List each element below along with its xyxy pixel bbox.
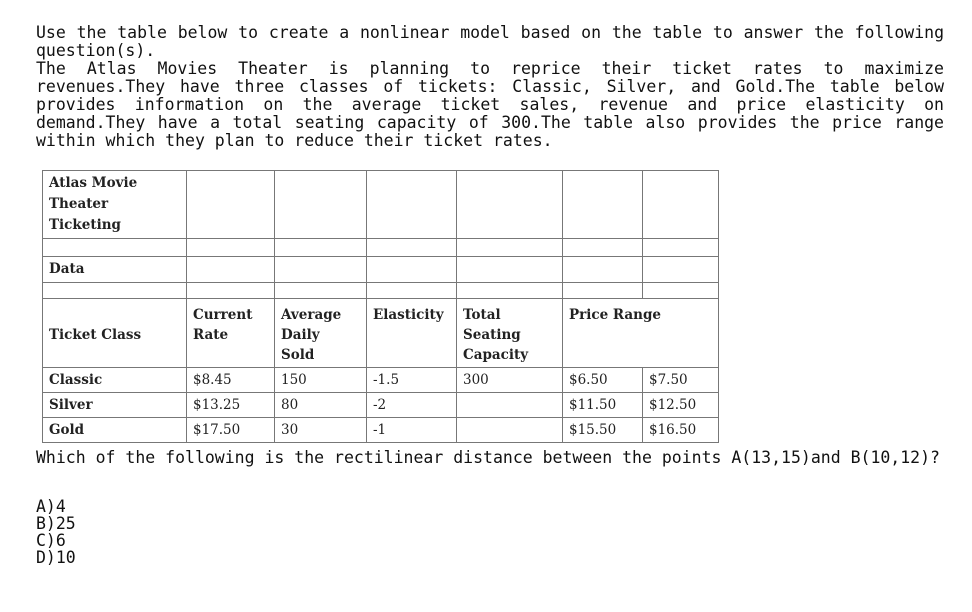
row-classic-sold: 150: [275, 368, 367, 393]
row-silver-low: $11.50: [563, 393, 643, 418]
table-spacer-row: [43, 283, 719, 299]
row-gold-sold: 30: [275, 418, 367, 443]
table-row: [43, 368, 719, 393]
row-classic-elasticity: -1.5: [367, 368, 457, 393]
row-gold-elasticity: -1: [367, 418, 457, 443]
row-classic-low: $6.50: [563, 368, 643, 393]
table-row: [43, 418, 719, 443]
row-classic-capacity: 300: [457, 368, 563, 393]
row-classic-rate: $8.45: [187, 368, 275, 393]
header-elasticity: Elasticity: [367, 299, 457, 368]
row-silver-high: $12.50: [643, 393, 719, 418]
row-silver-elasticity: -2: [367, 393, 457, 418]
row-classic-class: Classic: [43, 368, 187, 393]
row-silver-capacity: [457, 393, 563, 418]
intro-text: [36, 24, 944, 150]
table-row: [43, 393, 719, 418]
header-total-seating: Total Seating Capacity: [457, 299, 563, 368]
table-data-label-row: [43, 257, 719, 283]
header-ticket-class: Ticket Class: [43, 299, 187, 368]
data-label: Data: [43, 257, 187, 283]
row-silver-sold: 80: [275, 393, 367, 418]
option-b: B)25: [36, 514, 76, 533]
table-spacer-row: [43, 239, 719, 257]
row-silver-class: Silver: [43, 393, 187, 418]
intro-instruction: Use the table below to create a nonlinear model based on the table to answer the following question(s).: [36, 23, 944, 60]
header-price-range: Price Range: [563, 299, 719, 368]
row-classic-high: $7.50: [643, 368, 719, 393]
row-gold-capacity: [457, 418, 563, 443]
intro-scenario: The Atlas Movies Theater is planning to reprice their ticket rates to maximize revenues.They have three classes of tickets: Classic, Silver, and Gold.The table below provides information on the average ticket sales, revenue and price elasticity on demand.They have a total seating capacity of 300.The table also provides the price range within which they plan to reduce their ticket rates.: [36, 59, 944, 150]
row-gold-rate: $17.50: [187, 418, 275, 443]
row-gold-class: Gold: [43, 418, 187, 443]
header-average-daily-sold: Average Daily Sold: [275, 299, 367, 368]
table-title: Atlas Movie Theater Ticketing: [43, 171, 187, 239]
row-silver-rate: $13.25: [187, 393, 275, 418]
question-text: Which of the following is the rectilinear distance between the points A(13,15)and B(10,12)?: [36, 448, 940, 467]
header-current-rate: Current Rate: [187, 299, 275, 368]
option-d: D)10: [36, 548, 76, 567]
row-gold-high: $16.50: [643, 418, 719, 443]
ticketing-table: [42, 170, 719, 443]
option-a: A)4: [36, 497, 66, 516]
answer-options: [36, 498, 76, 566]
table-header-row: [43, 299, 719, 368]
option-c: C)6: [36, 531, 66, 550]
row-gold-low: $15.50: [563, 418, 643, 443]
table-title-row: [43, 171, 719, 239]
